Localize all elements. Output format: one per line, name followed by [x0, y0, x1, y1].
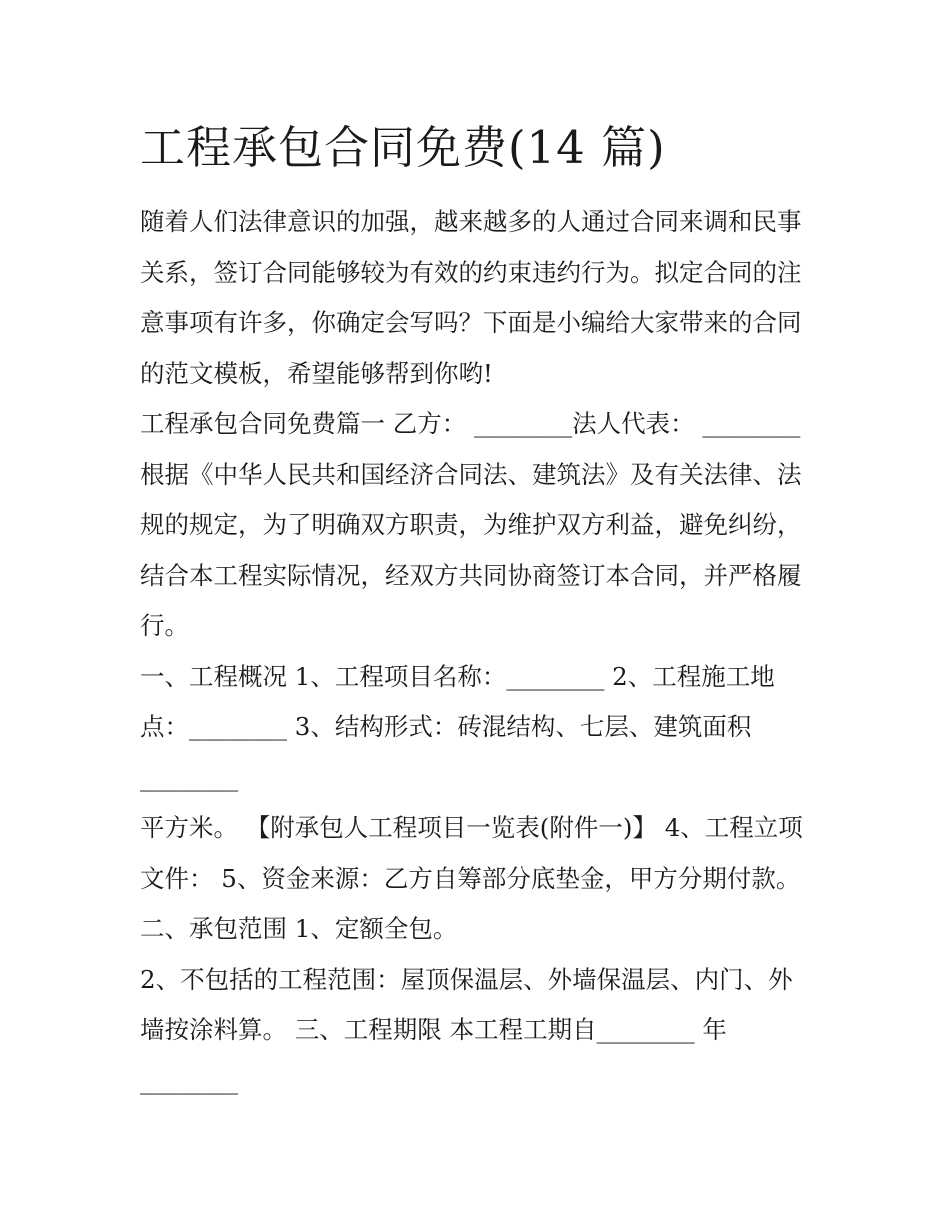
body-line: ________ — [140, 762, 238, 792]
document-title: 工程承包合同免费(14 篇) — [140, 121, 666, 174]
body-line: 点：________ 3、结构形式：砖混结构、七层、建筑面积 — [140, 712, 752, 741]
body-line: 平方米。 【附承包人工程项目一览表(附件一)】 4、工程立项 — [140, 813, 803, 842]
body-line: ________ — [140, 1065, 238, 1095]
body-line: 根据《中华人民共和国经济合同法、建筑法》及有关法律、法 — [140, 459, 802, 489]
body-line: 意事项有许多，你确定会写吗？下面是小编给大家带来的合同 — [140, 308, 802, 337]
body-line: 工程承包合同免费篇一 乙方： ________法人代表： ________ — [140, 409, 801, 438]
body-line: 2、不包括的工程范围：屋顶保温层、外墙保温层、内门、外 — [140, 964, 793, 994]
body-line: 墙按涂料算。 三、工程期限 本工程工期自________ 年 — [140, 1015, 727, 1044]
body-line: 关系，签订合同能够较为有效的约束违约行为。拟定合同的注 — [140, 257, 802, 287]
body-line: 二、承包范围 1、定额全包。 — [140, 914, 458, 943]
body-line: 随着人们法律意识的加强，越来越多的人通过合同来调和民事 — [140, 207, 802, 236]
body-line: 一、工程概况 1、工程项目名称：________ 2、工程施工地 — [140, 661, 775, 691]
body-line: 规的规定，为了明确双方职责，为维护双方利益，避免纠纷， — [140, 510, 802, 539]
body-line: 文件： 5、资金来源：乙方自筹部分底垫金，甲方分期付款。 — [140, 863, 801, 893]
body-line: 的范文模板，希望能够帮到你哟! — [140, 358, 493, 388]
body-line: 行。 — [140, 611, 189, 640]
body-line: 结合本工程实际情况，经双方共同协商签订本合同，并严格履 — [140, 560, 802, 590]
document-body — [140, 197, 812, 1106]
